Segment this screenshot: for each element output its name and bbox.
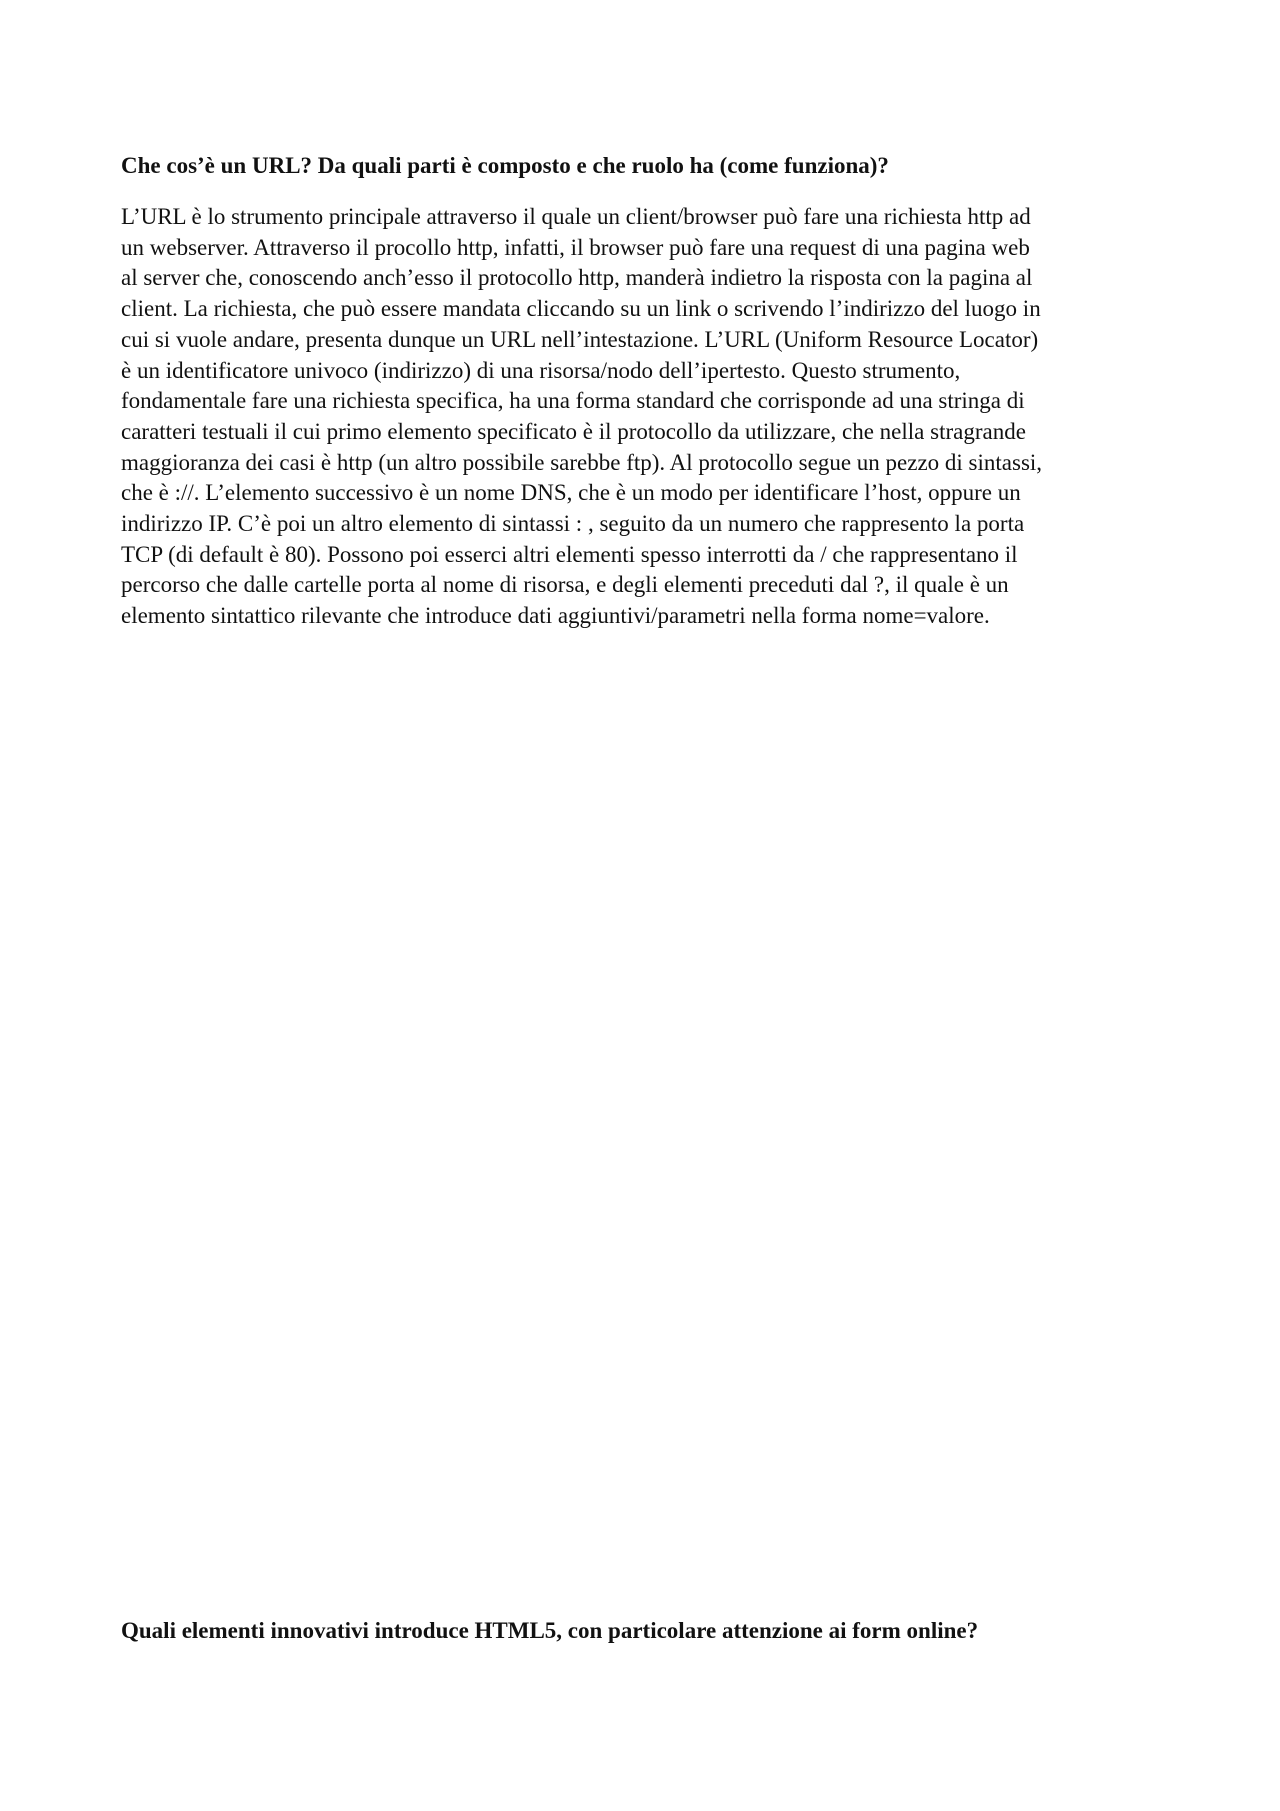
answer-line: al server che, conoscendo anch’esso il protocollo http, manderà indietro la risposta con la pagina al xyxy=(121,265,1033,291)
answer-line: L’URL è lo strumento principale attraverso il quale un client/browser può fare una richiesta http ad xyxy=(121,204,1031,229)
answer-line: che è ://. L’elemento successivo è un nome DNS, che è un modo per identificare l’host, oppure un xyxy=(121,480,1021,506)
answer-line: indirizzo IP. C’è poi un altro elemento di sintassi : , seguito da un numero che rappresento la porta xyxy=(121,511,1025,537)
answer-line: un webserver. Attraverso il procollo http, infatti, il browser può fare una request di una pagina web xyxy=(121,234,1030,260)
answer-paragraph-url xyxy=(121,202,1171,632)
question-heading-html5: Quali elementi innovativi introduce HTML5, con particolare attenzione ai form online? xyxy=(121,1618,979,1643)
answer-line: maggioranza dei casi è http (un altro possibile sarebbe ftp). Al protocollo segue un pezzo di sintassi, xyxy=(121,449,1043,475)
answer-line: client. La richiesta, che può essere mandata cliccando su un link o scrivendo l’indirizzo del luogo in xyxy=(121,296,1041,322)
answer-line: caratteri testuali il cui primo elemento specificato è il protocollo da utilizzare, che nella stragrande xyxy=(121,418,1026,444)
answer-line: percorso che dalle cartelle porta al nome di risorsa, e degli elementi preceduti dal ?, il quale è un xyxy=(121,572,1009,598)
question-heading-url: Che cos’è un URL? Da quali parti è composto e che ruolo ha (come funziona)? xyxy=(121,153,889,178)
answer-line: fondamentale fare una richiesta specifica, ha una forma standard che corrisponde ad una stringa di xyxy=(121,388,1025,414)
answer-line: cui si vuole andare, presenta dunque un URL nell’intestazione. L’URL (Uniform Resource Locator) xyxy=(121,326,1039,352)
answer-line: è un identificatore univoco (indirizzo) di una risorsa/nodo dell’ipertesto. Questo strumento, xyxy=(121,357,961,383)
answer-line: elemento sintattico rilevante che introduce dati aggiuntivi/parametri nella forma nome=valore. xyxy=(121,603,990,629)
answer-line: TCP (di default è 80). Possono poi esserci altri elementi spesso interrotti da / che rappresentano il xyxy=(121,541,1018,567)
